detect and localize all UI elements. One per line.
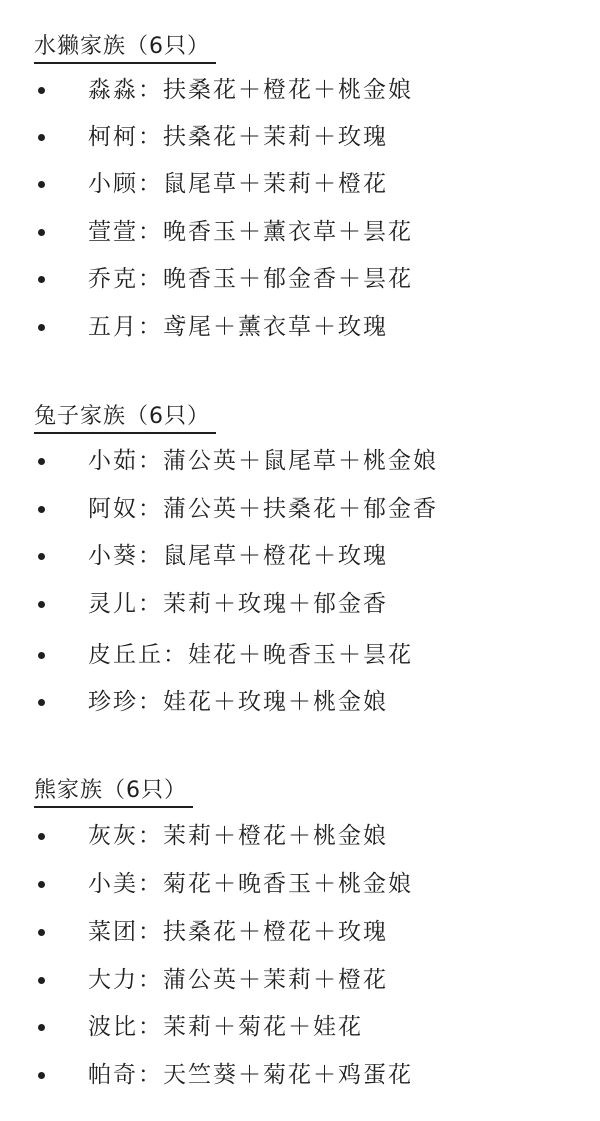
list-item — [0, 216, 600, 248]
list-item-text: 灵儿：茉莉＋玫瑰＋郁金香 — [88, 591, 388, 617]
list-item — [0, 263, 600, 295]
list-item-text: 萱萱：晚香玉＋薰衣草＋昙花 — [88, 219, 413, 245]
bullet-icon — [38, 553, 45, 560]
section-heading: 兔子家族（6只） — [34, 402, 216, 434]
list-item-text: 皮丘丘：娃花＋晚香玉＋昙花 — [88, 642, 413, 668]
list-item — [0, 493, 600, 525]
bullet-icon — [38, 833, 45, 840]
list-item-text: 菜团：扶桑花＋橙花＋玫瑰 — [88, 919, 388, 945]
list-item — [0, 311, 600, 343]
list-item-text: 小茹：蒲公英＋鼠尾草＋桃金娘 — [88, 448, 438, 474]
list-item-text: 珍珍：娃花＋玫瑰＋桃金娘 — [88, 689, 388, 715]
list-item — [0, 540, 600, 572]
list-item — [0, 868, 600, 900]
bullet-icon — [38, 652, 45, 659]
list-item-text: 小美：菊花＋晚香玉＋桃金娘 — [88, 871, 413, 897]
bullet-icon — [38, 87, 45, 94]
list-item-text: 淼淼：扶桑花＋橙花＋桃金娘 — [88, 77, 413, 103]
bullet-icon — [38, 276, 45, 283]
list-item — [0, 686, 600, 718]
list-item-text: 灰灰：茉莉＋橙花＋桃金娘 — [88, 823, 388, 849]
list-item-text: 帕奇：天竺葵＋菊花＋鸡蛋花 — [88, 1062, 413, 1088]
bullet-icon — [38, 1072, 45, 1079]
list-item-text: 五月：鸢尾＋薰衣草＋玫瑰 — [88, 314, 388, 340]
bullet-icon — [38, 134, 45, 141]
list-item-text: 小葵：鼠尾草＋橙花＋玫瑰 — [88, 543, 388, 569]
bullet-icon — [38, 229, 45, 236]
bullet-icon — [38, 458, 45, 465]
bullet-icon — [38, 699, 45, 706]
list-item — [0, 1059, 600, 1091]
list-item-text: 阿奴：蒲公英＋扶桑花＋郁金香 — [88, 496, 438, 522]
bullet-icon — [38, 181, 45, 188]
bullet-icon — [38, 324, 45, 331]
bullet-icon — [38, 506, 45, 513]
list-item — [0, 916, 600, 948]
list-item — [0, 445, 600, 477]
list-item — [0, 121, 600, 153]
list-item — [0, 168, 600, 200]
list-item — [0, 74, 600, 106]
list-item-text: 波比：茉莉＋菊花＋娃花 — [88, 1014, 363, 1040]
bullet-icon — [38, 977, 45, 984]
list-item-text: 乔克：晚香玉＋郁金香＋昙花 — [88, 266, 413, 292]
section-heading: 水獭家族（6只） — [34, 32, 216, 64]
list-item-text: 大力：蒲公英＋茉莉＋橙花 — [88, 967, 388, 993]
list-item-text: 小顾：鼠尾草＋茉莉＋橙花 — [88, 171, 388, 197]
list-item — [0, 639, 600, 671]
bullet-icon — [38, 881, 45, 888]
list-item — [0, 964, 600, 996]
list-item — [0, 1011, 600, 1043]
bullet-icon — [38, 601, 45, 608]
section-heading: 熊家族（6只） — [34, 776, 193, 808]
list-item-text: 柯柯：扶桑花＋茉莉＋玫瑰 — [88, 124, 388, 150]
bullet-icon — [38, 929, 45, 936]
list-item — [0, 588, 600, 620]
list-item — [0, 820, 600, 852]
bullet-icon — [38, 1024, 45, 1031]
